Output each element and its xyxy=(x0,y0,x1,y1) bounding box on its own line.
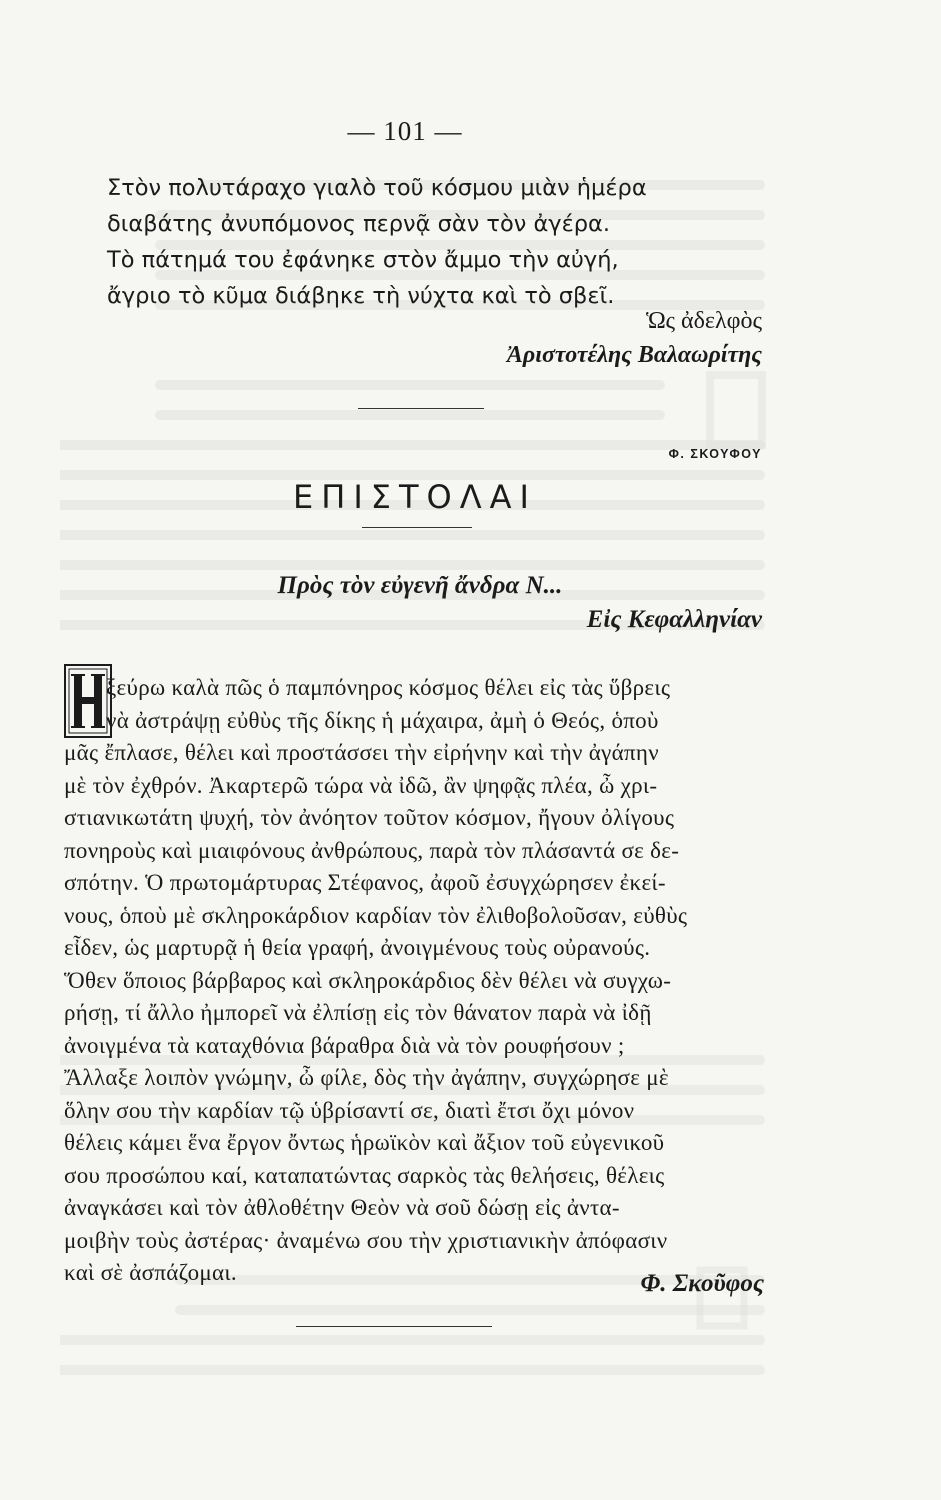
poem-line: ἄγριο τὸ κῦμα διάβηκε τὴ νύχτα καὶ τὸ σβεῖ. xyxy=(107,283,615,309)
letter-line: θέλεις κάμει ἕνα ἔργον ὄντως ἡρωϊκὸν καὶ ἄξιον τοῦ εὐγενικοῦ xyxy=(64,1130,665,1155)
letter-line: σου προσώπου καί, καταπατώντας σαρκὸς τὰς θελήσεις, θέλεις xyxy=(64,1162,665,1188)
letter-line: ἀνοιγμένα τὰ καταχθόνια βάραθρα διὰ νὰ τὸν ρουφήσουν ; xyxy=(64,1032,625,1058)
letter-subtitle: Πρὸς τὸν εὐγενῆ ἄνδρα Ν... xyxy=(277,572,563,599)
poem-line: Στὸν πολυτάραχο γιαλὸ τοῦ κόσμου μιὰν ἡμέρα xyxy=(107,175,647,201)
letter-line: ρήσῃ, τί ἄλλο ἠμπορεῖ νὰ ἐλπίσῃ εἰς τὸν θάνατον παρὰ νὰ ἰδῇ xyxy=(64,1000,652,1025)
poem-line: Τὸ πάτημά του ἐφάνηκε στὸν ἄμμο τὴν αὐγή, xyxy=(107,247,619,273)
letter-line: μοιβὴν τοὺς ἀστέρας· ἀναμένω σου τὴν χριστιανικὴν ἀπόφασιν xyxy=(64,1227,668,1253)
letter-line: Ἄλλαξε λοιπὸν γνώμην, ὦ φίλε, δὸς τὴν ἀγάπην, συγχώρησε μὲ xyxy=(64,1065,669,1090)
poem-line: διαβάτης ἀνυπόμονος περνᾷ σὰν τὸν ἀγέρα. xyxy=(107,211,611,237)
page-number: — 101 — xyxy=(347,116,463,146)
poem xyxy=(107,170,747,314)
letter-signature: Φ. Σκοῦφος xyxy=(640,1270,764,1297)
letter-line: ξεύρω καλὰ πῶς ὁ παμπόνηρος κόσμος θέλει εἰς τὰς ὕβρεις xyxy=(106,675,671,700)
poem-attribution-prefix: Ὡς ἀδελφὸς xyxy=(646,308,762,334)
letter-line: ἀναγκάσει καὶ τὸν ἀθλοθέτην Θεὸν νὰ σοῦ δώσῃ εἰς ἀντα- xyxy=(64,1195,620,1220)
closing-divider xyxy=(296,1326,492,1327)
letter-line: μὲ τὸν ἐχθρόν. Ἀκαρτερῶ τώρα νὰ ἰδῶ, ἂν ψηφᾷς πλέα, ὦ χρι- xyxy=(64,772,658,798)
section-divider xyxy=(358,408,484,409)
drop-cap-ornament xyxy=(64,664,112,738)
letter-line: πονηροὺς καὶ μιαιφόνους ἀνθρώπους, παρὰ τὸν πλάσαντά σε δε- xyxy=(64,837,680,863)
letter-line: καὶ σὲ ἀσπάζομαι. xyxy=(64,1260,237,1285)
letter-line: εἶδεν, ὡς μαρτυρᾷ ἡ θεία γραφή, ἀνοιγμένους τοὺς οὐρανούς. xyxy=(64,935,651,960)
letter-destination: Εἰς Κεφαλληνίαν xyxy=(586,606,762,633)
poem-attribution-name: Ἀριστοτέλης Βαλαωρίτης xyxy=(506,342,762,368)
letter-body xyxy=(64,672,766,1290)
letter-line: μᾶς ἔπλασε, θέλει καὶ προστάσσει τὴν εἰρήνην καὶ τὴν ἀγάπην xyxy=(64,740,659,765)
letter-line: σπότην. Ὁ πρωτομάρτυρας Στέφανος, ἀφοῦ ἐσυγχώρησεν ἐκεί- xyxy=(64,870,666,895)
section-heading: ΕΠΙΣΤΟΛΑΙ xyxy=(293,478,537,516)
heading-divider xyxy=(362,527,472,528)
previous-article-signature: Φ. ΣΚΟΥΦΟΥ xyxy=(668,447,762,461)
letter-line: Ὅθεν ὅποιος βάρβαρος καὶ σκληροκάρδιος δὲν θέλει νὰ συγχω- xyxy=(64,967,672,993)
letter-line: ὅλην σου τὴν καρδίαν τῷ ὑβρίσαντί σε, διατὶ ἔτσι ὄχι μόνον xyxy=(64,1097,635,1123)
letter-line: στιανικωτάτη ψυχή, τὸν ἀνόητον τοῦτον κόσμον, ἤγουν ὀλίγους xyxy=(64,805,675,830)
letter-line: νὰ ἀστράψῃ εὐθὺς τῆς δίκης ἡ μάχαιρα, ἀμὴ ὁ Θεός, ὁποὺ xyxy=(106,707,659,733)
letter-line: νους, ὁποὺ μὲ σκληροκάρδιον καρδίαν τὸν ἐλιθοβολοῦσαν, εὐθὺς xyxy=(64,902,688,928)
